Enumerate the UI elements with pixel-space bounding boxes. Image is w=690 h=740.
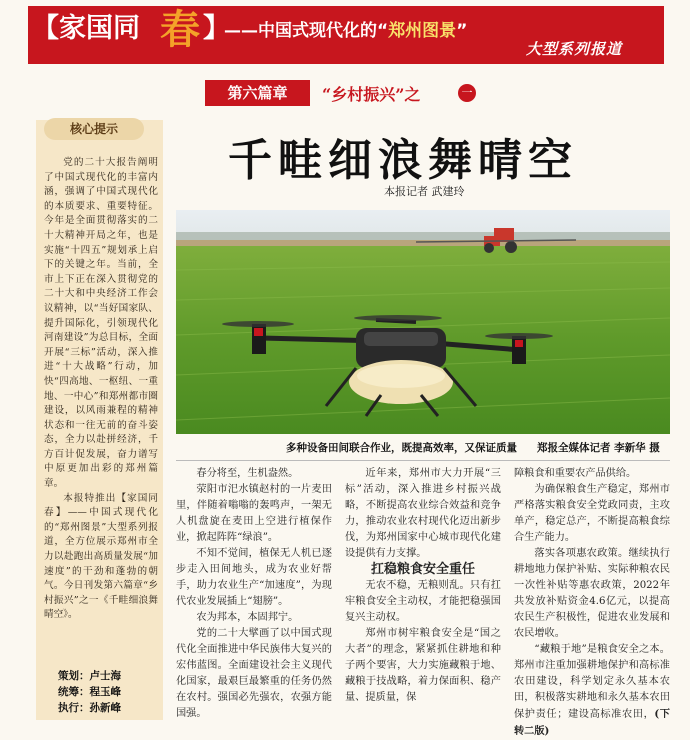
drone-field-photo: [176, 210, 670, 434]
body-paragraph: 荥阳市汜水镇赵村的一片麦田里，伴随着嗡嗡的轰鸣声，一架无人机盘旋在麦田上空进行植保作业，掀起阵阵“绿浪”。: [176, 484, 332, 543]
credit-role: 统筹：: [58, 686, 90, 698]
banner-subtitle: [224, 16, 467, 41]
section-divider: [176, 460, 670, 461]
body-paragraph: 为确保粮食生产稳定，郑州市严格落实粮食安全党政同责，主攻单产，稳定总产，不断提高粮食综合生产能力。: [514, 484, 670, 543]
credit-role: 策划：: [58, 670, 90, 682]
body-column-1: [176, 466, 332, 722]
body-paragraph: [514, 642, 670, 740]
core-summary-sidebar: [36, 120, 163, 720]
body-paragraph: 落实各项惠农政策。继续执行耕地地力保护补贴、实际种粮农民一次性补贴等惠农政策，2022年共发放补贴资金4.6亿元，以提高农民生产积极性，促进农业发展和农民增收。: [514, 548, 670, 639]
continued-on-page-link[interactable]: (下转二版): [514, 708, 670, 737]
byline: 本报记者 武建玲: [384, 185, 465, 198]
body-paragraph: 春分将至，生机盎然。: [196, 468, 299, 479]
photo-caption: 多种设备田间联合作业，既提高效率，又保证质量: [286, 442, 517, 454]
credit-row: [58, 668, 121, 684]
body-paragraph: 无农不稳，无粮则乱。只有扛牢粮食安全主动权，才能把稳强国复兴主动权。: [345, 580, 501, 623]
body-paragraph: 郑州市树牢粮食安全是“国之大者”的理念，紧紧抓住耕地和种子两个要害，大力实施藏粮于地、藏粮于技战略，着力保面积、稳产量、提质量，保: [345, 628, 501, 703]
core-summary-label: 核心提示: [44, 118, 144, 140]
banner-subtitle-prefix: ——中国式现代化的“: [224, 21, 389, 41]
body-column-3: [514, 466, 670, 740]
credit-name: 孙新峰: [89, 702, 121, 714]
banner-series: 大型系列报道: [526, 40, 623, 58]
chapter-tag: 第六篇章: [205, 80, 310, 106]
body-paragraph: 农为邦本，本固邦宁。: [196, 612, 299, 623]
photo-credit: 郑报全媒体记者 李新华 摄: [537, 442, 660, 454]
banner-title-left: 【家国同: [32, 13, 140, 44]
body-paragraph: 近年来，郑州市大力开展“三标”活动，深入推进乡村振兴战略，不断提高农业综合效益和竞争力，推动农业农村现代化迈出新步伐，为郑州国家中心城市现代化建设提供有力支撑。: [345, 468, 501, 559]
core-summary-para: 本报特推出【家国同春】——中国式现代化的“郑州图景”大型系列报道，全方位展示郑州市全力以赴跑出高质量发展“加速度”的干劲和蓬勃的朝气。今日刊发第六篇章“乡村振兴”之一《千畦细浪舞晴空》。: [44, 492, 158, 621]
banner-title-close: 】: [203, 13, 230, 44]
banner-title: [32, 10, 157, 48]
core-summary-text: [44, 156, 158, 623]
body-column-2: [345, 466, 501, 706]
body-paragraph: 党的二十大擘画了以中国式现代化全面推进中华民族伟大复兴的宏伟蓝图。全面建设社会主义现代化国家，最艰巨最繁重的任务仍然在农村。强国必先强农，农强方能国强。: [176, 628, 332, 719]
credit-role: 执行：: [58, 702, 90, 714]
section-subhead: 扛稳粮食安全重任: [370, 562, 475, 577]
banner-subtitle-suffix: ”: [456, 21, 468, 41]
credits-list: [58, 668, 121, 716]
credit-name: 卢士海: [89, 670, 121, 682]
body-paragraph-text: “藏粮于地”是粮食安全之本。郑州市注重加强耕地保护和高标准农田建设，科学划定永久基本农田，积极落实耕地和永久基本农田保护责任；建设高标准农田，: [514, 644, 670, 720]
credit-row: [58, 684, 121, 700]
chapter-number-badge: 一: [458, 84, 476, 102]
series-banner: [28, 6, 664, 64]
banner-title-spring: 春: [160, 6, 200, 53]
body-paragraph: 不知不觉间，植保无人机已逐步走入田间地头，成为农业好帮手，助力农业生产“加速度”，为现代农业发展插上“翅膀”。: [176, 548, 332, 607]
drone-field-image: [176, 210, 670, 434]
headline: 千畦细浪舞晴空: [228, 135, 578, 186]
chapter-title: “乡村振兴”之: [322, 85, 421, 104]
banner-subtitle-highlight: 郑州图景: [388, 21, 457, 41]
credit-row: [58, 700, 121, 716]
credit-name: 程玉峰: [89, 686, 121, 698]
body-paragraph: 障粮食和重要农产品供给。: [514, 468, 637, 479]
core-summary-para: 党的二十大报告阐明了中国式现代化的丰富内涵，强调了中国式现代化的本质要求、重要特征。今年是全面贯彻落实的二十大精神开局之年，也是实施“十四五”规划承上启下的关键之年。当前，全市上下正在深入贯彻党的二十大和中央经济工作会议精神，以“当好国家队、提升国际化，引领现代化河南建设”为总目标，全面开展“三标”活动，深入推进“十大战略”行动，加快“四高地、一枢纽、一重地、一中心”和郑州都市圈建设，以风雨兼程的精神状态和一往无前的奋斗姿态，全力以赴拼经济，千方百计促发展，奋力谱写中原更加出彩的郑州篇章。: [44, 157, 158, 490]
